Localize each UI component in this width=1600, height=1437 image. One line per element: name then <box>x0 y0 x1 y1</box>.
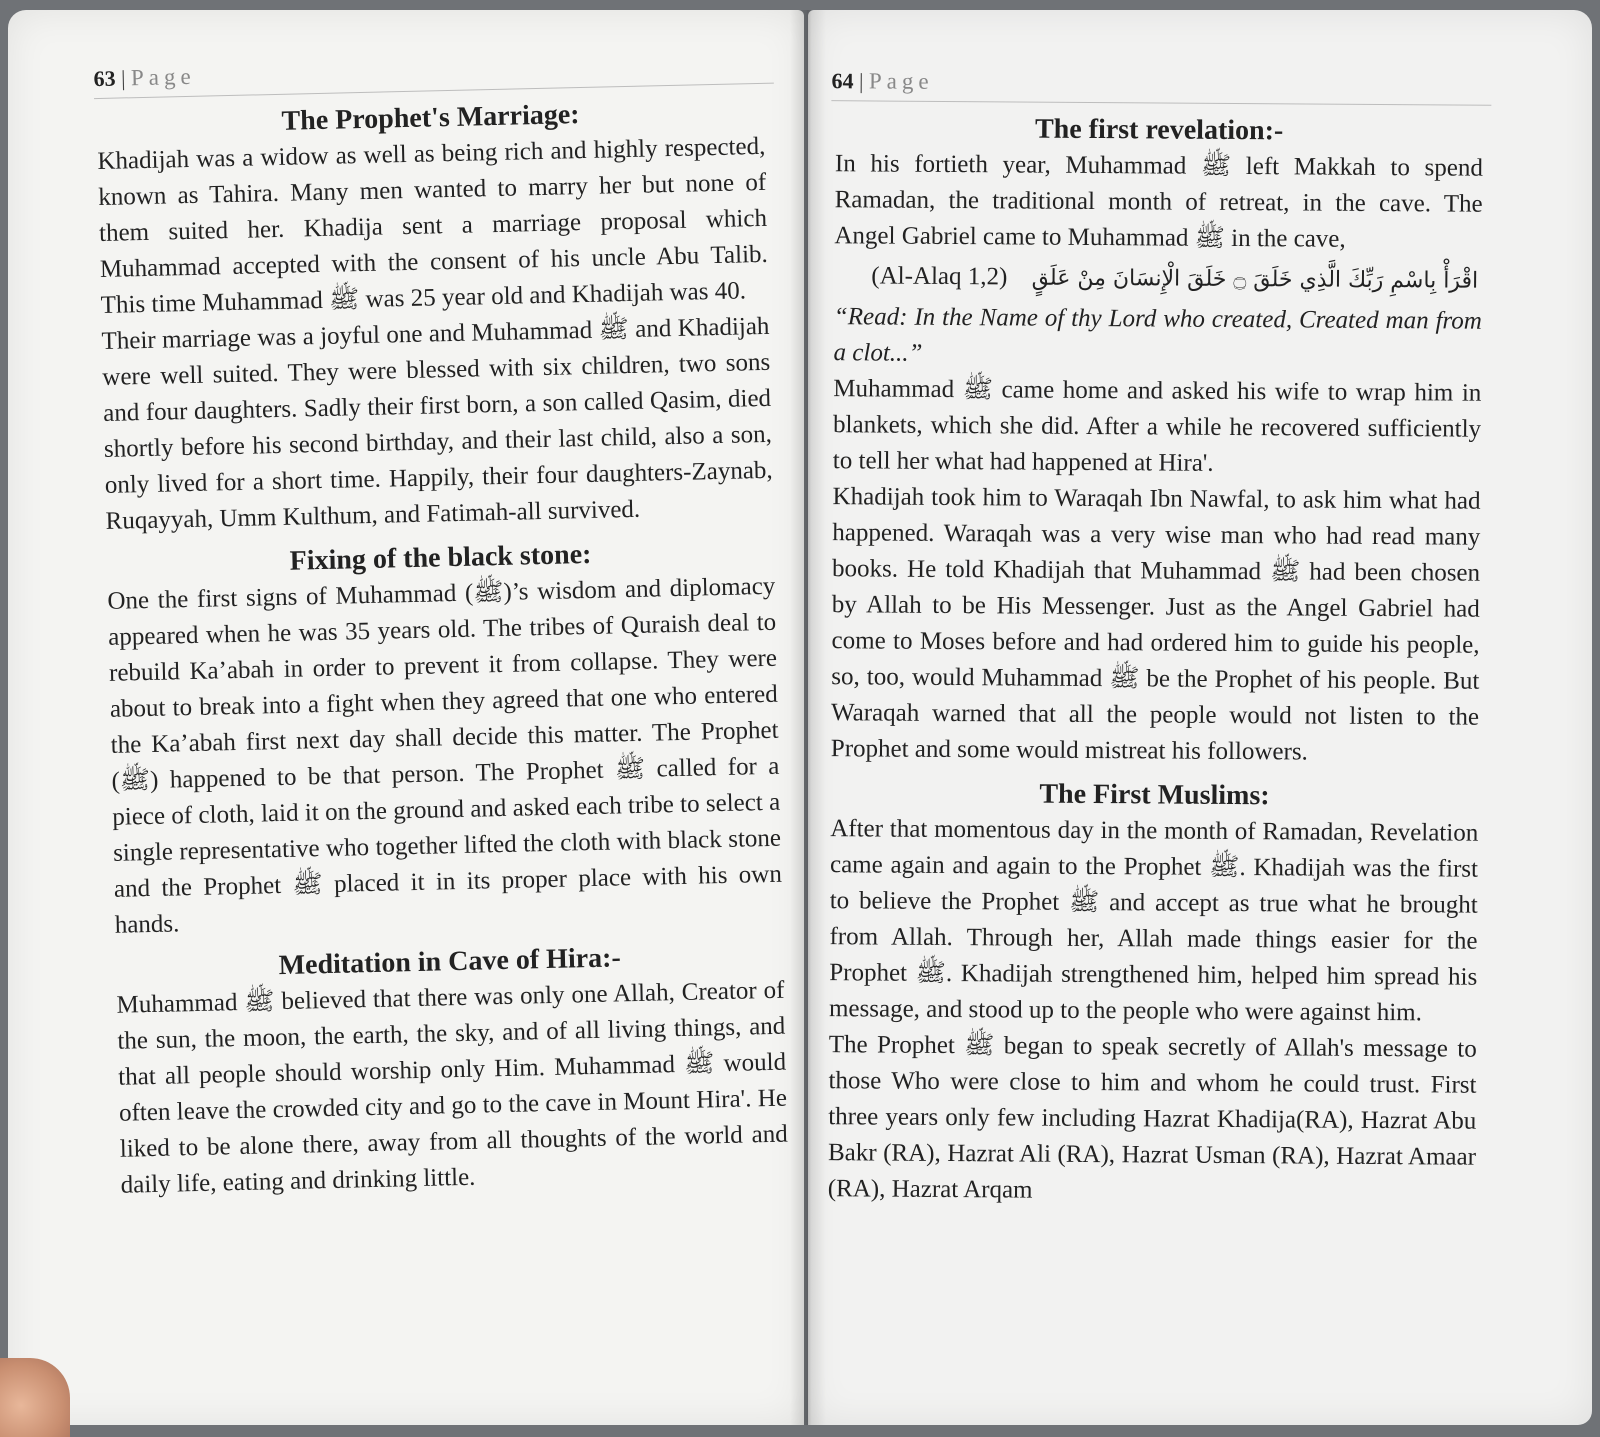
verse-reference: (Al-Alaq 1,2) <box>871 262 1008 291</box>
verse-translation: “Read: In the Name of thy Lord who created, Created man from a clot...” <box>833 303 1482 367</box>
page-header <box>831 68 933 95</box>
section-heading: Fixing of the black stone: <box>289 538 592 577</box>
paragraph: After that momentous day in the month of Ramadan, Revelation came again and again to the Prophet ﷺ. Khadijah was the first to believe the Prophet ﷺ and accept as true what he brought from Allah. Through her, Allah made things easier for the Prophet ﷺ. Khadijah strengthened him, helped him spread his message, and stood up to the people who were against him. <box>828 815 1479 1027</box>
page-label: Page <box>130 63 196 91</box>
paragraph: Their marriage was a joyful one and Muhammad ﷺ and Khadijah were well suited. They were blessed with six children, two sons and four daughters. Sadly their first born, a son called Qasim, died shortly before his second birthday, and their last child, also a son, only lived for a short time. Happily, their four daughters-Zaynab, Ruqayyah, Umm Kulthum, and Fatimah-all survived. <box>101 312 773 535</box>
left-page <box>8 10 804 1425</box>
header-rule <box>831 100 1491 106</box>
paragraph: Muhammad ﷺ came home and asked his wife to wrap him in blankets, which she did. After a while he recovered sufficiently to tell her what had happened at Hira'. <box>832 375 1482 477</box>
section-heading: The first revelation:- <box>1034 113 1284 147</box>
paragraph: Khadijah took him to Waraqah Ibn Nawfal, to ask him what had happened. Waraqah was a very wise man who had read many books. He told Khadijah that Muhammad ﷺ had been chosen by Allah to be His Messenger. Just as the Angel Gabriel had come to Moses before and had ordered him to guide his people, so, too, would Muhammad ﷺ be the Prophet of his people. But Waraqah warned that all the people would not listen to the Prophet and some would mistreat his followers. <box>830 483 1481 766</box>
paragraph: In his fortieth year, Muhammad ﷺ left Makkah to spend Ramadan, the traditional month of retreat, in the cave. The Angel Gabriel came to Muhammad ﷺ in the cave, <box>834 150 1484 253</box>
left-page-content <box>96 93 789 1204</box>
paragraph: One the first signs of Muhammad (ﷺ)’s wisdom and diplomacy appeared when he was 35 years old. The tribes of Quraish deal to rebuild Ka’abah in order to prevent it from collapse. They were about to break into a fight when they agreed that one who entered the Ka’abah first next day shall decide this matter. The Prophet (ﷺ) happened to be that person. The Prophet ﷺ called for a piece of cloth, laid it on the ground and asked each tribe to select a single representative who together lifted the cloth with black stone and the Prophet ﷺ placed it in its proper place with his own hands. <box>107 572 783 939</box>
page-label: Page <box>868 68 934 94</box>
right-page-content <box>828 110 1484 1211</box>
right-page <box>808 10 1592 1425</box>
section-heading: The First Muslims: <box>1039 778 1270 812</box>
section-heading: The Prophet's Marriage: <box>281 99 580 137</box>
page-header <box>93 64 196 92</box>
arabic-verse: اقْرَأْ بِاسْمِ رَبِّكَ الَّذِي خَلَقَ ۝ خَلَقَ الْإِنسَانَ مِنْ عَلَقٍ <box>1031 265 1479 294</box>
paragraph: The Prophet ﷺ began to speak secretly of Allah's message to those Who were close to him and whom he could trust. First three years only few including Hazrat Khadija(RA), Hazrat Abu Bakr (RA), Hazrat Ali (RA), Hazrat Usman (RA), Hazrat Amaar (RA), Hazrat Arqam <box>827 1031 1477 1204</box>
page-separator: | <box>858 68 864 94</box>
verse-line <box>834 254 1482 304</box>
paragraph: Khadijah was a widow as well as being rich and highly respected, known as Tahira. Many men wanted to marry her but none of them suited her. Khadija sent a marriage proposal which Muhammad accepted with the consent of his uncle Abu Talib. This time Muhammad ﷺ was 25 year old and Khadijah was 40. <box>97 132 769 319</box>
page-number: 64 <box>831 68 854 94</box>
book-spine <box>790 10 826 1425</box>
paragraph: Muhammad ﷺ believed that there was only one Allah, Creator of the sun, the moon, the earth, the sky, and of all living things, and that all people should worship only Him. Muhammad ﷺ would often leave the crowded city and go to the cave in Mount Hira'. He liked to be alone there, away from all thoughts of the world and daily life, eating and drinking little. <box>116 976 789 1199</box>
page-number: 63 <box>93 65 116 92</box>
section-heading: Meditation in Cave of Hira:- <box>278 942 622 982</box>
page-separator: | <box>120 65 126 91</box>
